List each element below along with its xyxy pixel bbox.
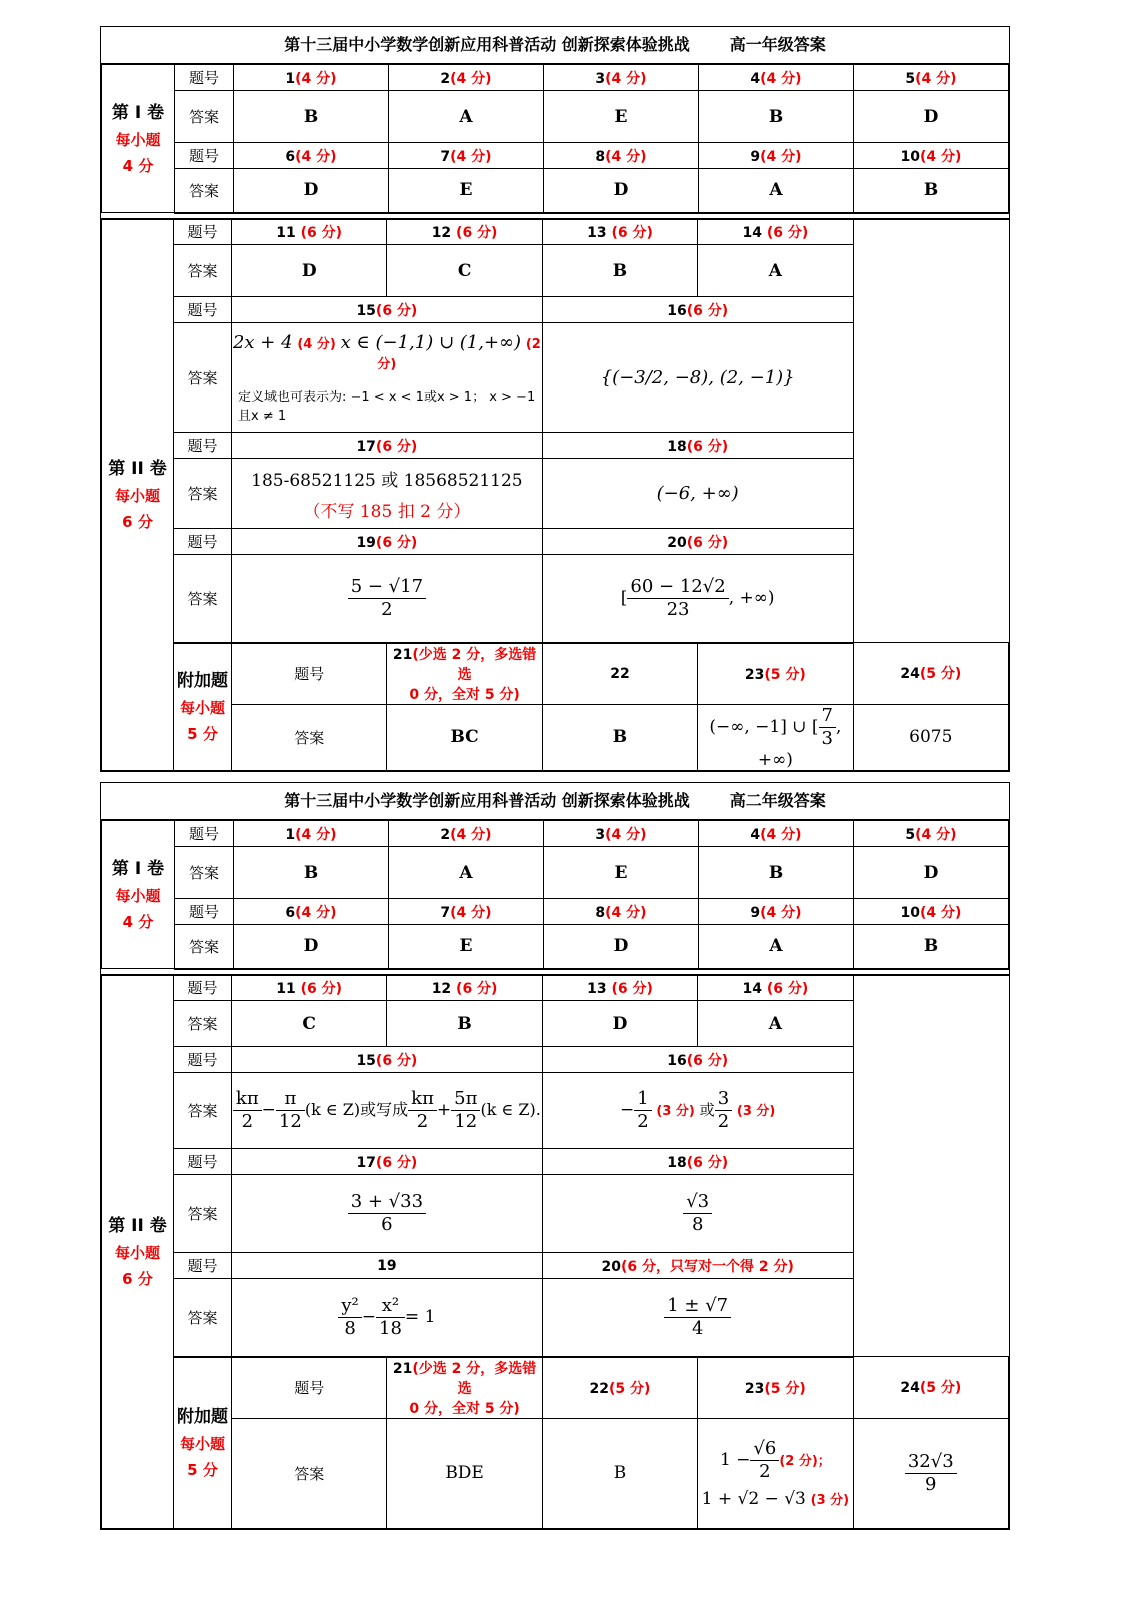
vol1-label: 第 I 卷 每小题 4 分 xyxy=(102,65,175,213)
answer-19: $\frac{5 - √17}{2}$ xyxy=(232,555,543,643)
answer-1: B xyxy=(234,847,389,899)
answer-4: B xyxy=(699,847,854,899)
q-12: 12 (6 分) xyxy=(387,219,542,245)
q-1: 1(4 分) xyxy=(234,65,389,91)
qno-label: 题号 xyxy=(175,143,234,169)
answer-14: A xyxy=(698,245,853,297)
vol2-label: 第 II 卷 每小题 6 分 xyxy=(102,975,174,1529)
ans-label: 答案 xyxy=(232,1418,387,1528)
q-10: 10(4 分) xyxy=(854,899,1009,925)
answer-6: D xyxy=(234,925,389,969)
answer-6: D xyxy=(234,169,389,213)
q-11: 11 (6 分) xyxy=(232,975,387,1001)
answer-23: (−∞, −1] ∪ [ $\frac{7}{3}$ , +∞) xyxy=(698,704,853,770)
answer-16: {(−3/2, −8), (2, −1)} xyxy=(542,323,853,433)
answer-22: B xyxy=(542,1418,697,1528)
ans-label: 答案 xyxy=(232,704,387,770)
q-22: 22(5 分) xyxy=(542,1357,697,1419)
answer-11: D xyxy=(232,245,387,297)
ans-label: 答案 xyxy=(174,1001,232,1047)
q-5: 5(4 分) xyxy=(854,65,1009,91)
qno-label: 题号 xyxy=(174,975,232,1001)
answer-12: C xyxy=(387,245,542,297)
sheet-title: 第十三届中小学数学创新应用科普活动 创新探索体验挑战 高二年级答案 xyxy=(101,783,1009,820)
q-12: 12 (6 分) xyxy=(387,975,542,1001)
answer-5: D xyxy=(854,91,1009,143)
answer-1: B xyxy=(234,91,389,143)
q-18: 18(6 分) xyxy=(542,433,853,459)
q-11: 11 (6 分) xyxy=(232,219,387,245)
answer-21: BC xyxy=(387,704,542,770)
answer-20: $\frac{1 \pm √7}{4}$ xyxy=(542,1279,853,1357)
q-24: 24(5 分) xyxy=(853,1357,1008,1419)
qno-label: 题号 xyxy=(174,1047,232,1073)
q-17: 17(6 分) xyxy=(232,1149,543,1175)
answer-13: B xyxy=(542,245,697,297)
answer-10: B xyxy=(854,169,1009,213)
ans-label: 答案 xyxy=(174,1073,232,1149)
q-9: 9(4 分) xyxy=(699,899,854,925)
answer-7: E xyxy=(389,169,544,213)
answer-9: A xyxy=(699,169,854,213)
ans-label: 答案 xyxy=(174,555,232,643)
sheet-title: 第十三届中小学数学创新应用科普活动 创新探索体验挑战 高一年级答案 xyxy=(101,27,1009,64)
extra-label: 附加题 每小题 5 分 xyxy=(174,643,232,771)
answer-4: B xyxy=(699,91,854,143)
vol2-table xyxy=(101,218,1009,771)
qno-label: 题号 xyxy=(174,529,232,555)
q-18: 18(6 分) xyxy=(542,1149,853,1175)
q-17: 17(6 分) xyxy=(232,433,543,459)
q-15: 15(6 分) xyxy=(232,1047,543,1073)
q-8: 8(4 分) xyxy=(544,143,699,169)
extra-label: 附加题 每小题 5 分 xyxy=(174,1357,232,1529)
q-19: 19(6 分) xyxy=(232,529,543,555)
ans-label: 答案 xyxy=(174,1175,232,1253)
q-13: 13 (6 分) xyxy=(542,975,697,1001)
qno-label: 题号 xyxy=(175,65,234,91)
q-10: 10(4 分) xyxy=(854,143,1009,169)
q-23: 23(5 分) xyxy=(698,643,853,705)
q-6: 6(4 分) xyxy=(234,143,389,169)
q-20: 20(6 分) xyxy=(542,529,853,555)
q-7: 7(4 分) xyxy=(389,143,544,169)
answer-5: D xyxy=(854,847,1009,899)
q-2: 2(4 分) xyxy=(389,65,544,91)
answer-12: B xyxy=(387,1001,542,1047)
answer-22: B xyxy=(542,704,697,770)
vol1-label: 第 I 卷 每小题 4 分 xyxy=(102,821,175,969)
qno-label: 题号 xyxy=(174,433,232,459)
q-20: 20(6 分，只写对一个得 2 分) xyxy=(542,1253,853,1279)
q-6: 6(4 分) xyxy=(234,899,389,925)
vol1-table xyxy=(101,64,1009,214)
answer-sheet-grade11 xyxy=(100,782,1010,1530)
ans-label: 答案 xyxy=(174,245,232,297)
qno-label: 题号 xyxy=(232,643,387,705)
ans-label: 答案 xyxy=(174,323,232,433)
qno-label: 题号 xyxy=(175,899,234,925)
q-3: 3(4 分) xyxy=(544,821,699,847)
answer-13: D xyxy=(542,1001,697,1047)
q-2: 2(4 分) xyxy=(389,821,544,847)
answer-8: D xyxy=(544,169,699,213)
q-5: 5(4 分) xyxy=(854,821,1009,847)
q-21: 21(少选 2 分，多选错选 0 分，全对 5 分) xyxy=(387,643,542,705)
q-15: 15(6 分) xyxy=(232,297,543,323)
answer-3: E xyxy=(544,91,699,143)
qno-label: 题号 xyxy=(232,1357,387,1419)
ans-label: 答案 xyxy=(175,91,234,143)
q-22: 22 xyxy=(542,643,697,705)
q-13: 13 (6 分) xyxy=(542,219,697,245)
q-19: 19 xyxy=(232,1253,543,1279)
ans-label: 答案 xyxy=(174,1279,232,1357)
q-21: 21(少选 2 分，多选错选 0 分，全对 5 分) xyxy=(387,1357,542,1419)
answer-11: C xyxy=(232,1001,387,1047)
qno-label: 题号 xyxy=(174,1149,232,1175)
answer-10: B xyxy=(854,925,1009,969)
answer-16: − $\frac{1}{2}$ (3 分) 或 $\frac{3}{2}$ (3 分) xyxy=(542,1073,853,1149)
q-4: 4(4 分) xyxy=(699,821,854,847)
q-8: 8(4 分) xyxy=(544,899,699,925)
answer-2: A xyxy=(389,91,544,143)
answer-9: A xyxy=(699,925,854,969)
q-16: 16(6 分) xyxy=(542,297,853,323)
q-9: 9(4 分) xyxy=(699,143,854,169)
q-14: 14 (6 分) xyxy=(698,975,853,1001)
answer-17: $\frac{3 + √33}{6}$ xyxy=(232,1175,543,1253)
answer-7: E xyxy=(389,925,544,969)
answer-2: A xyxy=(389,847,544,899)
answer-14: A xyxy=(698,1001,853,1047)
ans-label: 答案 xyxy=(175,847,234,899)
q-14: 14 (6 分) xyxy=(698,219,853,245)
qno-label: 题号 xyxy=(175,821,234,847)
q-24: 24(5 分) xyxy=(853,643,1008,705)
q-4: 4(4 分) xyxy=(699,65,854,91)
answer-21: BDE xyxy=(387,1418,542,1528)
q-3: 3(4 分) xyxy=(544,65,699,91)
ans-label: 答案 xyxy=(175,925,234,969)
answer-15: 2x + 4 (4 分) x ∈ (−1,1) ∪ (1,+∞) (2 分) 定义域也可表示为: −1 < x < 1或x > 1； x > −1且x ≠ 1 xyxy=(232,323,543,433)
answer-18: $\frac{√3}{8}$ xyxy=(542,1175,853,1253)
q-23: 23(5 分) xyxy=(698,1357,853,1419)
qno-label: 题号 xyxy=(174,297,232,323)
answer-20: [ $\frac{60 - 12√2}{23}$ , +∞) xyxy=(542,555,853,643)
qno-label: 题号 xyxy=(174,1253,232,1279)
qno-label: 题号 xyxy=(174,219,232,245)
answer-3: E xyxy=(544,847,699,899)
q-16: 16(6 分) xyxy=(542,1047,853,1073)
answer-24: 6075 xyxy=(853,704,1008,770)
answer-15: $\frac{k\pi}{2}$ − $\frac{\pi}{12}$ (k ∈ Z)或写成 $\frac{k\pi}{2}$ + $\frac{5\pi}{12}$ (k ∈ Z). xyxy=(232,1073,543,1149)
answer-19: $\frac{\text{y²}}{8}$ − $\frac{\text{x²}}{18}$ = 1 xyxy=(232,1279,543,1357)
answer-17: 185-68521125 或 18568521125 （不写 185 扣 2 分） xyxy=(232,459,543,529)
answer-23: 1 − $\frac{√6}{2}$ (2 分)； 1 + √2 − √3 (3 分) xyxy=(698,1418,853,1528)
answer-sheet-grade10 xyxy=(100,26,1010,772)
q-1: 1(4 分) xyxy=(234,821,389,847)
q-7: 7(4 分) xyxy=(389,899,544,925)
ans-label: 答案 xyxy=(175,169,234,213)
vol1-table xyxy=(101,820,1009,970)
vol2-label: 第 II 卷 每小题 6 分 xyxy=(102,219,174,771)
ans-label: 答案 xyxy=(174,459,232,529)
answer-24: $\frac{32√3}{9}$ xyxy=(853,1418,1008,1528)
answer-18: (−6, +∞) xyxy=(542,459,853,529)
vol2-table xyxy=(101,974,1009,1529)
answer-8: D xyxy=(544,925,699,969)
